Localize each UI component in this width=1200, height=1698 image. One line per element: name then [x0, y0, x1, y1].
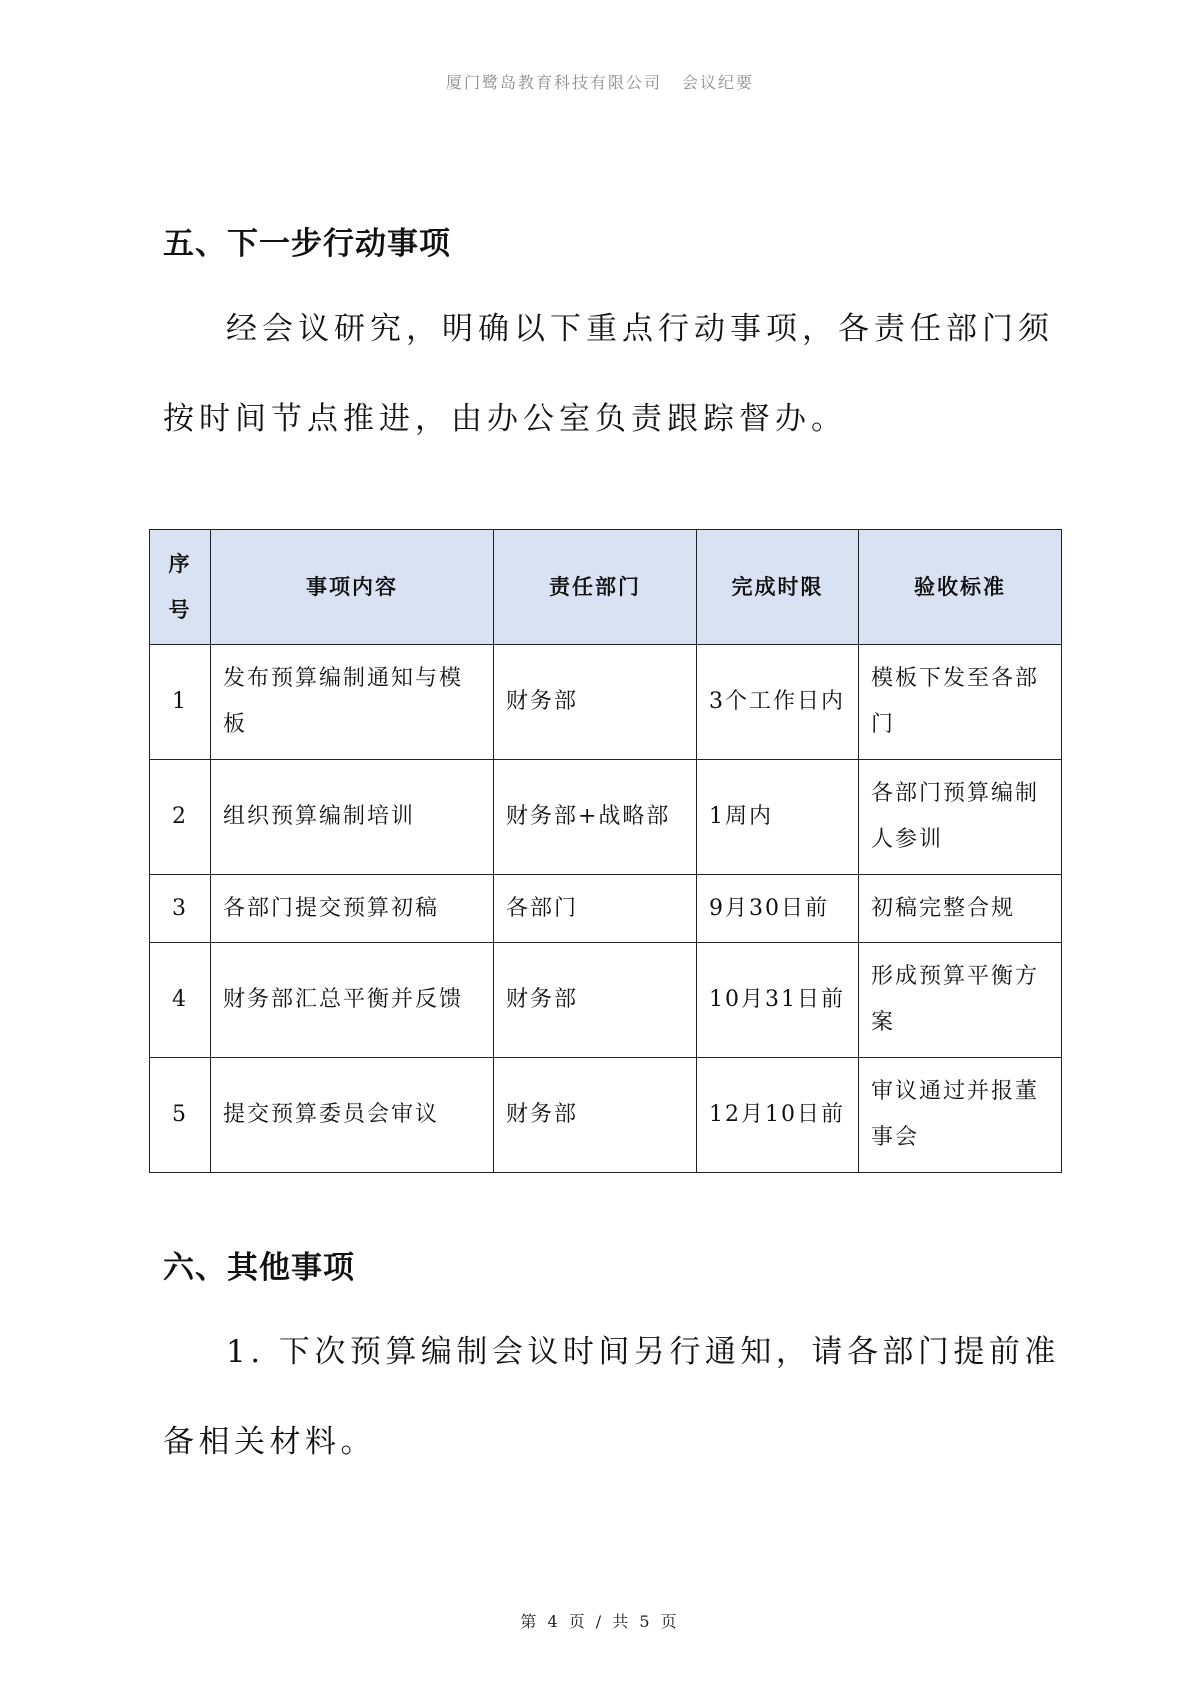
cell-dept: 财务部+战略部 — [494, 760, 697, 875]
cell-item: 提交预算委员会审议 — [211, 1058, 494, 1173]
cell-no: 4 — [150, 943, 211, 1058]
cell-criteria: 审议通过并报董事会 — [859, 1058, 1062, 1173]
cell-item: 发布预算编制通知与模板 — [211, 645, 494, 760]
action-items-table — [149, 529, 1062, 1173]
section-6-heading: 六、其他事项 — [163, 1250, 355, 1286]
header-cell-dept: 责任部门 — [494, 530, 697, 645]
cell-dept: 财务部 — [494, 645, 697, 760]
cell-deadline: 3个工作日内 — [697, 645, 859, 760]
cell-deadline: 1周内 — [697, 760, 859, 875]
cell-criteria: 各部门预算编制人参训 — [859, 760, 1062, 875]
cell-deadline: 10月31日前 — [697, 943, 859, 1058]
table-header-row — [150, 530, 1062, 645]
page-header — [0, 70, 1200, 93]
cell-dept: 财务部 — [494, 1058, 697, 1173]
table-row — [150, 760, 1062, 875]
table-row — [150, 645, 1062, 760]
table-row — [150, 1058, 1062, 1173]
section-5-heading: 五、下一步行动事项 — [163, 226, 451, 262]
cell-criteria: 初稿完整合规 — [859, 875, 1062, 943]
cell-dept: 财务部 — [494, 943, 697, 1058]
table-row — [150, 875, 1062, 943]
header-cell-criteria: 验收标准 — [859, 530, 1062, 645]
header-cell-no: 序号 — [150, 530, 211, 645]
header-company: 厦门鹭岛教育科技有限公司 — [445, 73, 662, 92]
cell-deadline: 12月10日前 — [697, 1058, 859, 1173]
cell-criteria: 模板下发至各部门 — [859, 645, 1062, 760]
header-cell-item: 事项内容 — [211, 530, 494, 645]
cell-item: 组织预算编制培训 — [211, 760, 494, 875]
section-5-paragraph: 经会议研究，明确以下重点行动事项，各责任部门须按时间节点推进，由办公室负责跟踪督办。 — [163, 311, 1054, 437]
page-number: 第 4 页 / 共 5 页 — [520, 1612, 680, 1631]
cell-criteria: 形成预算平衡方案 — [859, 943, 1062, 1058]
section-6-paragraph: 1. 下次预算编制会议时间另行通知，请各部门提前准备相关材料。 — [163, 1334, 1060, 1460]
cell-item: 各部门提交预算初稿 — [211, 875, 494, 943]
cell-item: 财务部汇总平衡并反馈 — [211, 943, 494, 1058]
cell-no: 5 — [150, 1058, 211, 1173]
header-cell-deadline: 完成时限 — [697, 530, 859, 645]
cell-dept: 各部门 — [494, 875, 697, 943]
table-row — [150, 943, 1062, 1058]
cell-no: 1 — [150, 645, 211, 760]
header-doc-type: 会议纪要 — [682, 73, 755, 92]
cell-no: 3 — [150, 875, 211, 943]
cell-no: 2 — [150, 760, 211, 875]
cell-deadline: 9月30日前 — [697, 875, 859, 943]
